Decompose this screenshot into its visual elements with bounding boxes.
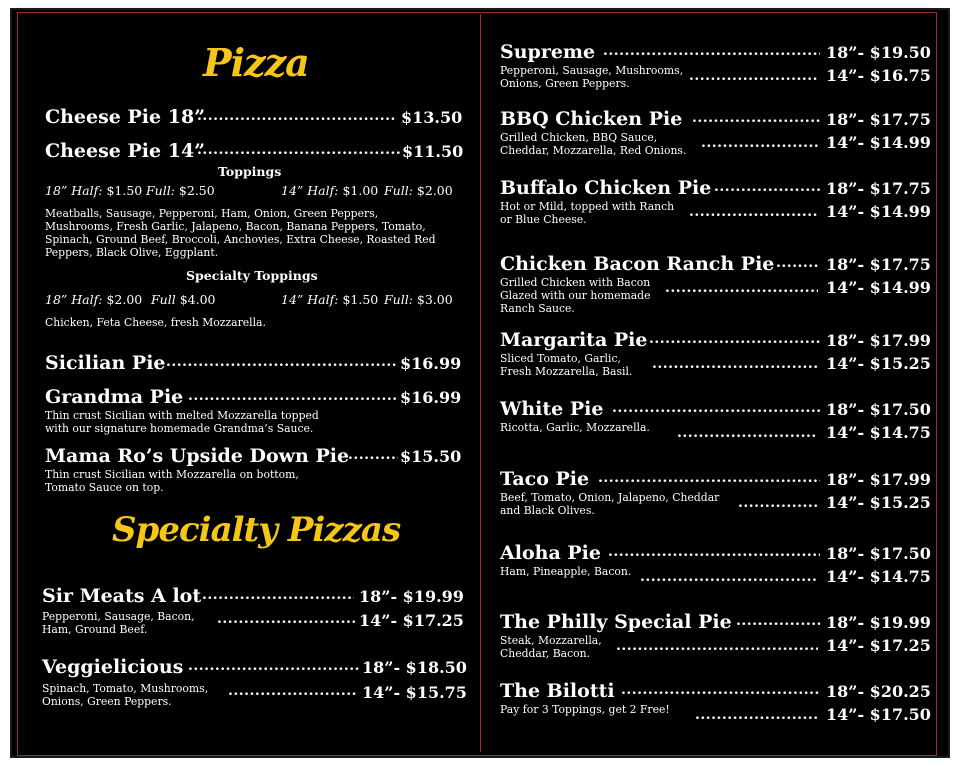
- dot-leader: [217, 611, 355, 627]
- item-description: Thin crust Sicilian with Mozzarella on bottom,: [45, 468, 299, 481]
- dot-leader: [612, 400, 820, 416]
- specialty-14-half-price: [281, 292, 378, 308]
- item-name: Cheese Pie 18”: [45, 106, 206, 128]
- item-name: White Pie: [500, 398, 604, 420]
- toppings-18-half: $1.50: [106, 183, 143, 198]
- item-description: Onions, Green Peppers.: [500, 77, 630, 90]
- item-name: Chicken Bacon Ranch Pie: [500, 253, 775, 275]
- item-name: Sicilian Pie: [45, 352, 166, 374]
- item-price-14: 14”- $16.75: [826, 66, 931, 85]
- item-name: Cheese Pie 14”: [45, 140, 206, 162]
- dot-leader: [166, 354, 398, 370]
- dot-leader: [692, 110, 820, 126]
- item-price-14: 14”- $15.25: [826, 493, 931, 512]
- dot-leader: [348, 447, 398, 463]
- specialty-toppings-list: Chicken, Feta Cheese, fresh Mozzarella.: [45, 316, 266, 329]
- item-name: Taco Pie: [500, 468, 590, 490]
- item-price-18: 18”- $19.99: [359, 587, 464, 606]
- item-description: Ricotta, Garlic, Mozzarella.: [500, 421, 650, 434]
- specialty-toppings-title: Specialty Toppings: [186, 268, 318, 283]
- item-price-18: 18”- $18.50: [362, 658, 467, 677]
- item-description: and Black Olives.: [500, 504, 595, 517]
- item-price-14: 14”- $14.99: [826, 133, 931, 152]
- dot-leader: [598, 470, 820, 486]
- dot-leader: [603, 43, 820, 59]
- dot-leader: [202, 587, 354, 603]
- item-price-18: 18”- $20.25: [826, 682, 931, 701]
- item-price-18: 18”- $17.50: [826, 544, 931, 563]
- dot-leader: [616, 638, 818, 654]
- item-description: Thin crust Sicilian with melted Mozzarella topped: [45, 409, 319, 422]
- item-price: $16.99: [400, 354, 462, 373]
- toppings-title: Toppings: [218, 164, 282, 179]
- item-price-14: 14”- $17.25: [359, 611, 464, 630]
- toppings-18-full-price: [146, 183, 215, 199]
- item-description: Ham, Ground Beef.: [42, 623, 148, 636]
- item-description: Tomato Sauce on top.: [45, 481, 164, 494]
- item-description: Hot or Mild, topped with Ranch: [500, 200, 675, 213]
- dot-leader: [640, 569, 818, 585]
- item-description: Beef, Tomato, Onion, Jalapeno, Cheddar: [500, 491, 720, 504]
- toppings-18-full-label: Full:: [146, 183, 175, 198]
- specialty-18-full-price: [151, 292, 216, 308]
- dot-leader: [649, 331, 820, 347]
- item-description: with our signature homemade Grandma’s Sauce.: [45, 422, 314, 435]
- dot-leader: [695, 707, 818, 723]
- item-name: Supreme: [500, 41, 596, 63]
- item-description: Ranch Sauce.: [500, 302, 575, 315]
- toppings-list: Peppers, Black Olive, Eggplant.: [45, 246, 219, 259]
- item-description: Grilled Chicken, BBQ Sauce,: [500, 131, 658, 144]
- item-name: Veggielicious: [42, 656, 184, 678]
- dot-leader: [188, 388, 398, 404]
- item-name: Margarita Pie: [500, 329, 648, 351]
- item-description: Ham, Pineapple, Bacon.: [500, 565, 632, 578]
- specialty-18-full: $4.00: [179, 292, 216, 307]
- item-price-14: 14”- $17.25: [826, 636, 931, 655]
- item-description: Pay for 3 Toppings, get 2 Free!: [500, 703, 670, 716]
- item-price-14: 14”- $14.99: [826, 278, 931, 297]
- item-price-18: 18”- $17.75: [826, 255, 931, 274]
- toppings-list: Spinach, Ground Beef, Broccoli, Anchovies, Extra Cheese, Roasted Red: [45, 233, 436, 246]
- dot-leader: [228, 683, 358, 699]
- item-description: Fresh Mozzarella, Basil.: [500, 365, 633, 378]
- dot-leader: [188, 658, 361, 674]
- item-name: The Philly Special Pie: [500, 611, 732, 633]
- item-description: Spinach, Tomato, Mushrooms,: [42, 682, 209, 695]
- item-description: Grilled Chicken with Bacon: [500, 276, 651, 289]
- item-price-18: 18”- $19.50: [826, 43, 931, 62]
- dot-leader: [197, 142, 401, 158]
- item-description: Pepperoni, Sausage, Bacon,: [42, 610, 195, 623]
- toppings-18-prices: [45, 183, 142, 199]
- item-description: Pepperoni, Sausage, Mushrooms,: [500, 64, 684, 77]
- item-price-18: 18”- $17.75: [826, 179, 931, 198]
- dot-leader: [197, 108, 397, 124]
- dot-leader: [738, 495, 818, 511]
- toppings-18-half-label: 18” Half:: [45, 183, 103, 198]
- item-description: Steak, Mozzarella,: [500, 634, 602, 647]
- specialty-18-half-label: 18” Half:: [45, 292, 103, 307]
- item-price-18: 18”- $19.99: [826, 613, 931, 632]
- specialty-14-full-label: Full:: [384, 292, 413, 307]
- dot-leader: [736, 613, 820, 629]
- dot-leader: [701, 135, 818, 151]
- toppings-14-half-label: 14” Half:: [281, 183, 339, 198]
- item-price-14: 14”- $14.75: [826, 423, 931, 442]
- item-description: Glazed with our homemade: [500, 289, 651, 302]
- item-price: $15.50: [400, 447, 462, 466]
- item-description: Cheddar, Bacon.: [500, 647, 591, 660]
- item-price-18: 18”- $17.99: [826, 470, 931, 489]
- item-name: Grandma Pie: [45, 386, 184, 408]
- toppings-list: Mushrooms, Fresh Garlic, Jalapeno, Bacon, Banana Peppers, Tomato,: [45, 220, 426, 233]
- item-name: Sir Meats A lot: [42, 585, 202, 607]
- dot-leader: [677, 425, 818, 441]
- specialty-pizzas-heading: Specialty Pizzas: [112, 510, 401, 550]
- toppings-14-half: $1.00: [342, 183, 379, 198]
- item-name: BBQ Chicken Pie: [500, 108, 683, 130]
- dot-leader: [689, 204, 818, 220]
- dot-leader: [621, 682, 820, 698]
- dot-leader: [689, 68, 818, 84]
- dot-leader: [665, 280, 818, 296]
- pizza-heading: Pizza: [203, 40, 309, 85]
- item-price-18: 18”- $17.50: [826, 400, 931, 419]
- item-description: Sliced Tomato, Garlic,: [500, 352, 621, 365]
- toppings-14-full: $2.00: [416, 183, 453, 198]
- specialty-14-half-label: 14” Half:: [281, 292, 339, 307]
- item-price-14: 14”- $17.50: [826, 705, 931, 724]
- specialty-18-full-label: Full: [151, 292, 176, 307]
- item-description: Onions, Green Peppers.: [42, 695, 172, 708]
- toppings-18-full: $2.50: [178, 183, 215, 198]
- item-price-18: 18”- $17.75: [826, 110, 931, 129]
- item-description: Cheddar, Mozzarella, Red Onions.: [500, 144, 687, 157]
- specialty-14-half: $1.50: [342, 292, 379, 307]
- dot-leader: [652, 356, 818, 372]
- item-name: Buffalo Chicken Pie: [500, 177, 712, 199]
- specialty-14-full: $3.00: [416, 292, 453, 307]
- column-divider: [480, 14, 481, 752]
- dot-leader: [714, 179, 820, 195]
- toppings-14-full-label: Full:: [384, 183, 413, 198]
- item-price: $11.50: [402, 142, 464, 161]
- item-price-14: 14”- $14.99: [826, 202, 931, 221]
- item-price-14: 14”- $14.75: [826, 567, 931, 586]
- item-price: $16.99: [400, 388, 462, 407]
- toppings-list: Meatballs, Sausage, Pepperoni, Ham, Onion, Green Peppers,: [45, 207, 379, 220]
- item-name: Aloha Pie: [500, 542, 601, 564]
- specialty-18-half-price: [45, 292, 142, 308]
- item-price-14: 14”- $15.25: [826, 354, 931, 373]
- item-price-18: 18”- $17.99: [826, 331, 931, 350]
- specialty-18-half: $2.00: [106, 292, 143, 307]
- item-name: Mama Ro’s Upside Down Pie: [45, 445, 350, 467]
- item-name: The Bilotti: [500, 680, 615, 702]
- dot-leader: [608, 544, 820, 560]
- item-description: or Blue Cheese.: [500, 213, 587, 226]
- item-price-14: 14”- $15.75: [362, 683, 467, 702]
- dot-leader: [776, 255, 820, 271]
- toppings-14-prices: [281, 183, 378, 199]
- toppings-14-full-price: [384, 183, 453, 199]
- item-price: $13.50: [401, 108, 463, 127]
- specialty-14-full-price: [384, 292, 453, 308]
